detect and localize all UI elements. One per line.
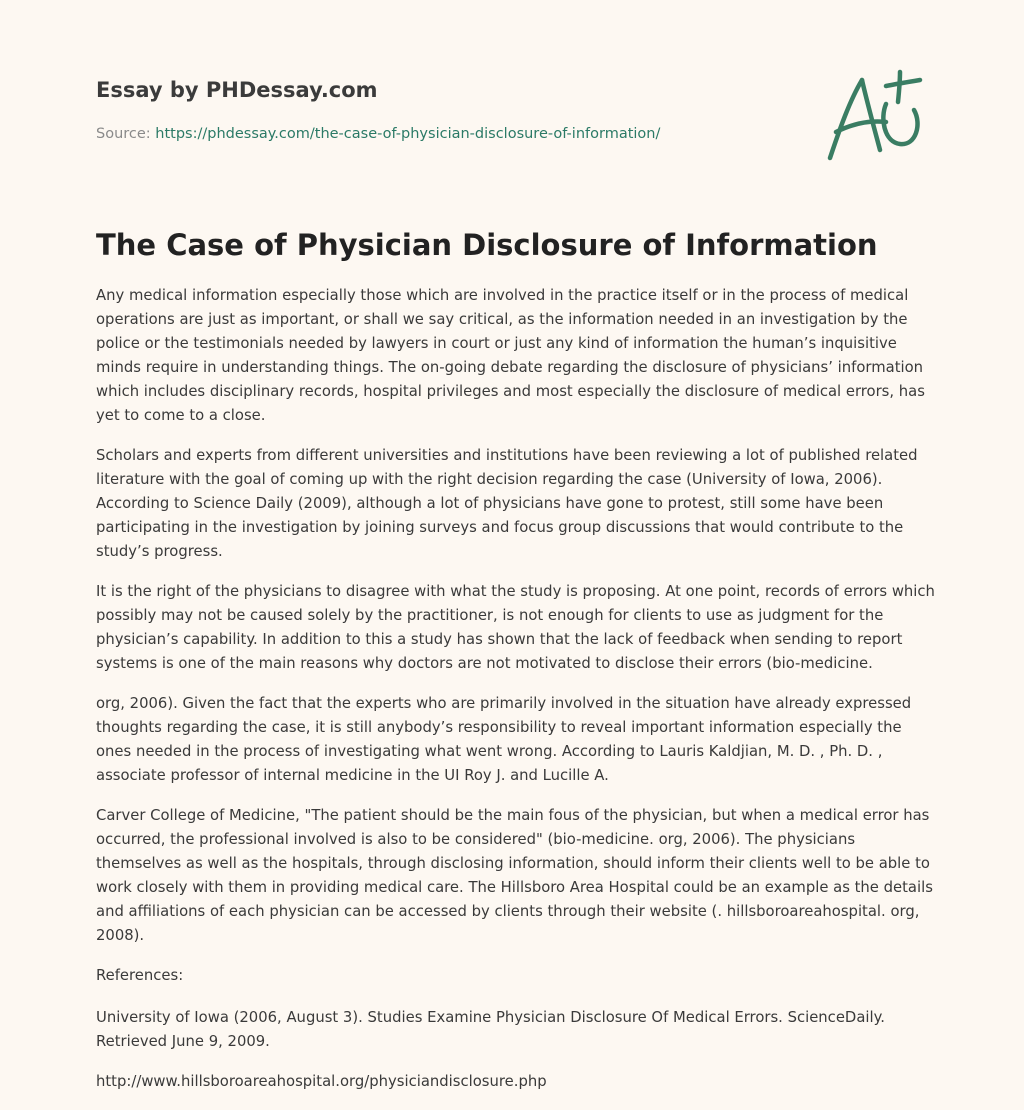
source-label: Source: [96, 126, 151, 142]
source-link[interactable]: https://phdessay.com/the-case-of-physician-disclosure-of-information/ [155, 126, 661, 142]
a-plus-logo-icon [822, 68, 928, 164]
page-title: The Case of Physician Disclosure of Information [96, 228, 878, 262]
essay-body [96, 284, 936, 1110]
reference-item: http://www.hillsboroareahospital.org/physiciandisclosure.php [96, 1073, 547, 1090]
paragraph: Carver College of Medicine, "The patient should be the main fous of the physician, but when a medical error has occurred, the professional involved is also to be considered" (bio-medicine. org, 2006). The physicians themselves as well as the hospitals, through disclosing information, should inform their clients well to be able to work closely with them in providing medical care. The Hillsboro Area Hospital could be an example as the details and affiliations of each physician can be accessed by clients through their website (. hillsboroareahospital. org, 2008). [96, 807, 933, 944]
references-heading: References: [96, 967, 184, 984]
brand-title: Essay by PHDessay.com [96, 78, 378, 102]
paragraph: org, 2006). Given the fact that the experts who are primarily involved in the situation have already expressed thoughts regarding the case, it is still anybody’s responsibility to reveal important information especially the ones needed in the process of investigating what went wrong. According to Lauris Kaldjian, M. D. , Ph. D. , associate professor of internal medicine in the UI Roy J. and Lucille A. [96, 695, 912, 784]
paragraph: Any medical information especially those which are involved in the practice itself or in the process of medical operations are just as important, or shall we say critical, as the information needed in an investigation by the police or the testimonials needed by lawyers in court or just any kind of information the human’s inquisitive minds require in understanding things. The on-going debate regarding the disclosure of physicians’ information which includes disciplinary records, hospital privileges and most especially the disclosure of medical errors, has yet to come to a close. [96, 287, 925, 424]
header [96, 76, 796, 142]
paragraph: Scholars and experts from different universities and institutions have been reviewing a lot of published related literature with the goal of coming up with the right decision regarding the case (University of Iowa, 2006). According to Science Daily (2009), although a lot of physicians have gone to protest, still some have been participating in the investigation by joining surveys and focus group discussions that would contribute to the study’s progress. [96, 447, 918, 560]
reference-item: University of Iowa (2006, August 3). Studies Examine Physician Disclosure Of Medical Errors. ScienceDaily. Retrieved June 9, 2009. [96, 1009, 885, 1050]
source-line [96, 124, 660, 144]
paragraph: It is the right of the physicians to disagree with what the study is proposing. At one point, records of errors which possibly may not be caused solely by the practitioner, is not enough for clients to use as judgment for the physician’s capability. In addition to this a study has shown that the lack of feedback when sending to report systems is one of the main reasons why doctors are not motivated to disclose their errors (bio-medicine. [96, 583, 935, 672]
